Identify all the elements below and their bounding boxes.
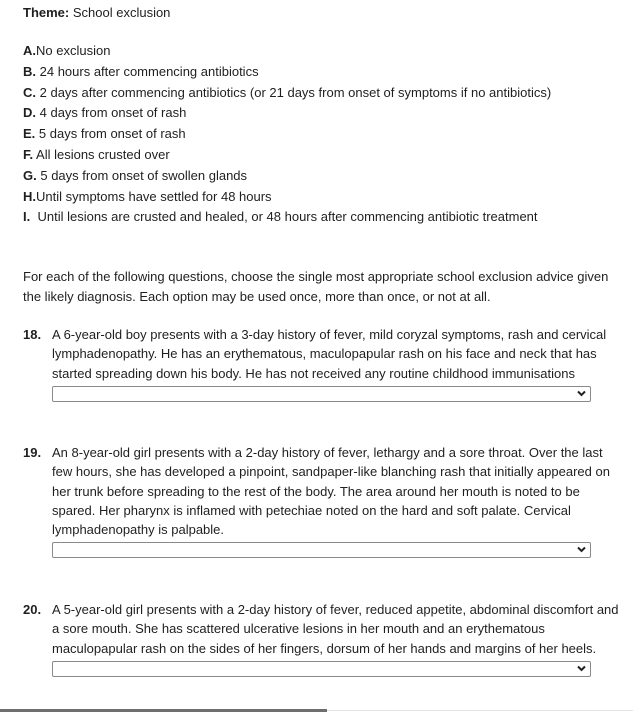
chevron-down-icon xyxy=(576,388,587,399)
option-letter: C. xyxy=(23,84,36,100)
answer-dropdown-18[interactable] xyxy=(52,386,591,402)
chevron-down-icon xyxy=(576,663,587,674)
option-text: 5 days from onset of rash xyxy=(38,126,186,142)
question-number: 20. xyxy=(23,602,42,617)
page-bottom-border-light xyxy=(327,710,633,711)
theme-heading xyxy=(23,5,170,21)
option-letter: I. xyxy=(23,209,31,225)
option-e xyxy=(23,126,551,147)
answer-dropdown-19[interactable] xyxy=(52,542,591,558)
option-text: Until lesions are crusted and healed, or 48 hours after commencing antibiotic treatment xyxy=(37,209,538,225)
option-c xyxy=(23,85,551,106)
question-20 xyxy=(23,600,623,677)
question-stem: A 6-year-old boy presents with a 3-day history of fever, mild coryzal symptoms, rash and cervical lymphadenopathy. He has an erythematous, maculopapular rash on his face and neck that has started spreading down his body. He has not received any routine childhood immunisations xyxy=(52,327,607,381)
answer-options-list xyxy=(23,43,551,230)
theme-value: School exclusion xyxy=(72,5,171,20)
option-text: All lesions crusted over xyxy=(36,146,170,162)
option-g xyxy=(23,168,551,189)
option-letter: H. xyxy=(23,188,36,204)
question-number: 18. xyxy=(23,327,42,342)
page-bottom-border xyxy=(0,709,327,712)
option-letter: E. xyxy=(23,126,36,142)
question-19 xyxy=(23,443,623,558)
option-a xyxy=(23,43,551,64)
question-stem: An 8-year-old girl presents with a 2-day history of fever, lethargy and a sore throat. Over the last few hours, she has developed a pinpoint, sandpaper-like blanching rash that initially appeared on her trunk before spreading to the rest of the body. The area around her mouth is noted to be spared. Her pharynx is inflamed with petechiae noted on the hard and soft palate. Cervical lymphadenopathy is palpable. xyxy=(52,445,610,538)
answer-dropdown-20[interactable] xyxy=(52,661,591,677)
option-h xyxy=(23,189,551,210)
option-letter: G. xyxy=(23,167,37,183)
chevron-down-icon xyxy=(576,544,587,555)
option-text: No exclusion xyxy=(36,43,111,58)
option-text: 5 days from onset of swollen glands xyxy=(40,167,248,183)
question-18 xyxy=(23,325,623,402)
option-letter: D. xyxy=(23,105,36,121)
option-letter: B. xyxy=(23,63,36,79)
question-stem: A 5-year-old girl presents with a 2-day history of fever, reduced appetite, abdominal discomfort and a sore mouth. She has scattered ulcerative lesions in her mouth and an erythematous maculopapular rash on the sides of her fingers, dorsum of her hands and margins of her heels. xyxy=(52,602,619,656)
option-text: 4 days from onset of rash xyxy=(39,105,187,121)
option-letter: A. xyxy=(23,43,36,58)
question-number: 19. xyxy=(23,445,42,460)
option-text: 2 days after commencing antibiotics (or 21 days from onset of symptoms if no antibiotics) xyxy=(39,84,552,100)
option-b xyxy=(23,64,551,85)
option-letter: F. xyxy=(23,146,34,162)
theme-label: Theme: xyxy=(23,5,70,20)
option-i xyxy=(23,209,551,230)
option-text: 24 hours after commencing antibiotics xyxy=(39,63,259,79)
option-d xyxy=(23,105,551,126)
option-text: Until symptoms have settled for 48 hours xyxy=(36,188,272,204)
instructions-text: For each of the following questions, choose the single most appropriate school exclusion advice given the likely diagnosis. Each option may be used once, more than once, or not at all. xyxy=(23,269,609,304)
option-f xyxy=(23,147,551,168)
